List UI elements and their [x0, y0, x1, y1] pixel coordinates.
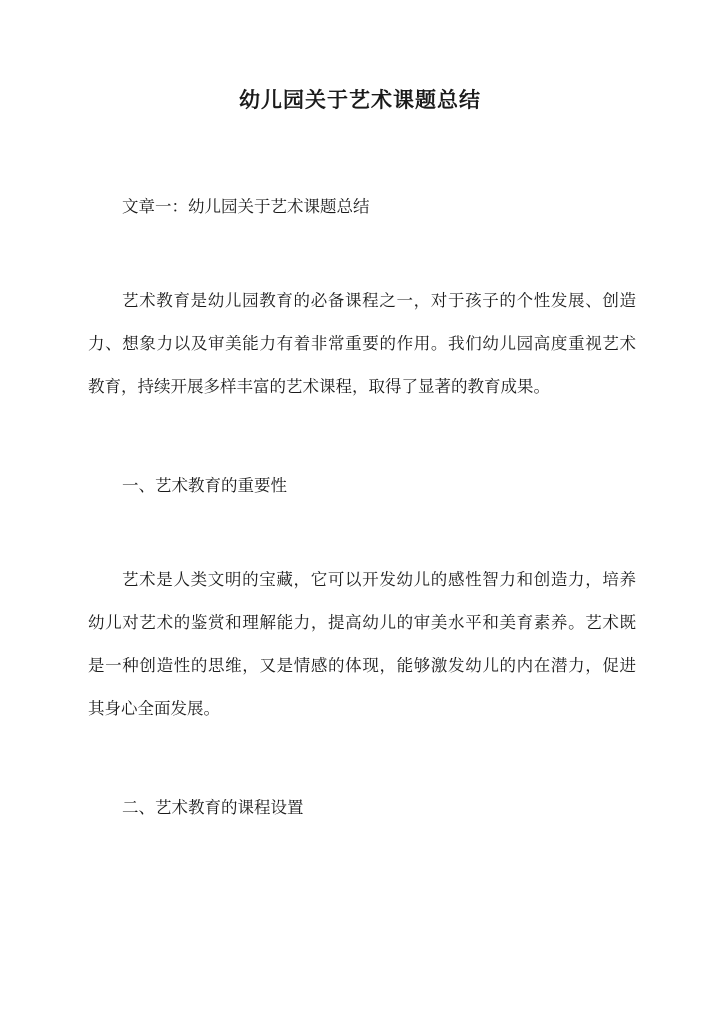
paragraph-line: 力、想象力以及审美能力有着非常重要的作用。我们幼儿园高度重视艺术 [88, 334, 636, 353]
paragraph-line: 幼儿对艺术的鉴赏和理解能力，提高幼儿的审美水平和美育素养。艺术既 [88, 613, 636, 632]
paragraph-line: 艺术是人类文明的宝藏，它可以开发幼儿的感性智力和创造力，培养 [122, 570, 636, 589]
paragraph-line: 教育，持续开展多样丰富的艺术课程，取得了显著的教育成果。 [88, 377, 550, 396]
section-heading-curriculum: 二、艺术教育的课程设置 [122, 798, 304, 817]
paragraph-line: 是一种创造性的思维，又是情感的体现，能够激发幼儿的内在潜力，促进 [88, 656, 636, 675]
paragraph-line: 艺术教育是幼儿园教育的必备课程之一，对于孩子的个性发展、创造 [122, 291, 636, 310]
paragraph-line: 其身心全面发展。 [88, 699, 220, 718]
document-title: 幼儿园关于艺术课题总结 [239, 87, 481, 112]
article-subtitle: 文章一：幼儿园关于艺术课题总结 [122, 197, 370, 216]
section-heading-importance: 一、艺术教育的重要性 [122, 476, 287, 495]
